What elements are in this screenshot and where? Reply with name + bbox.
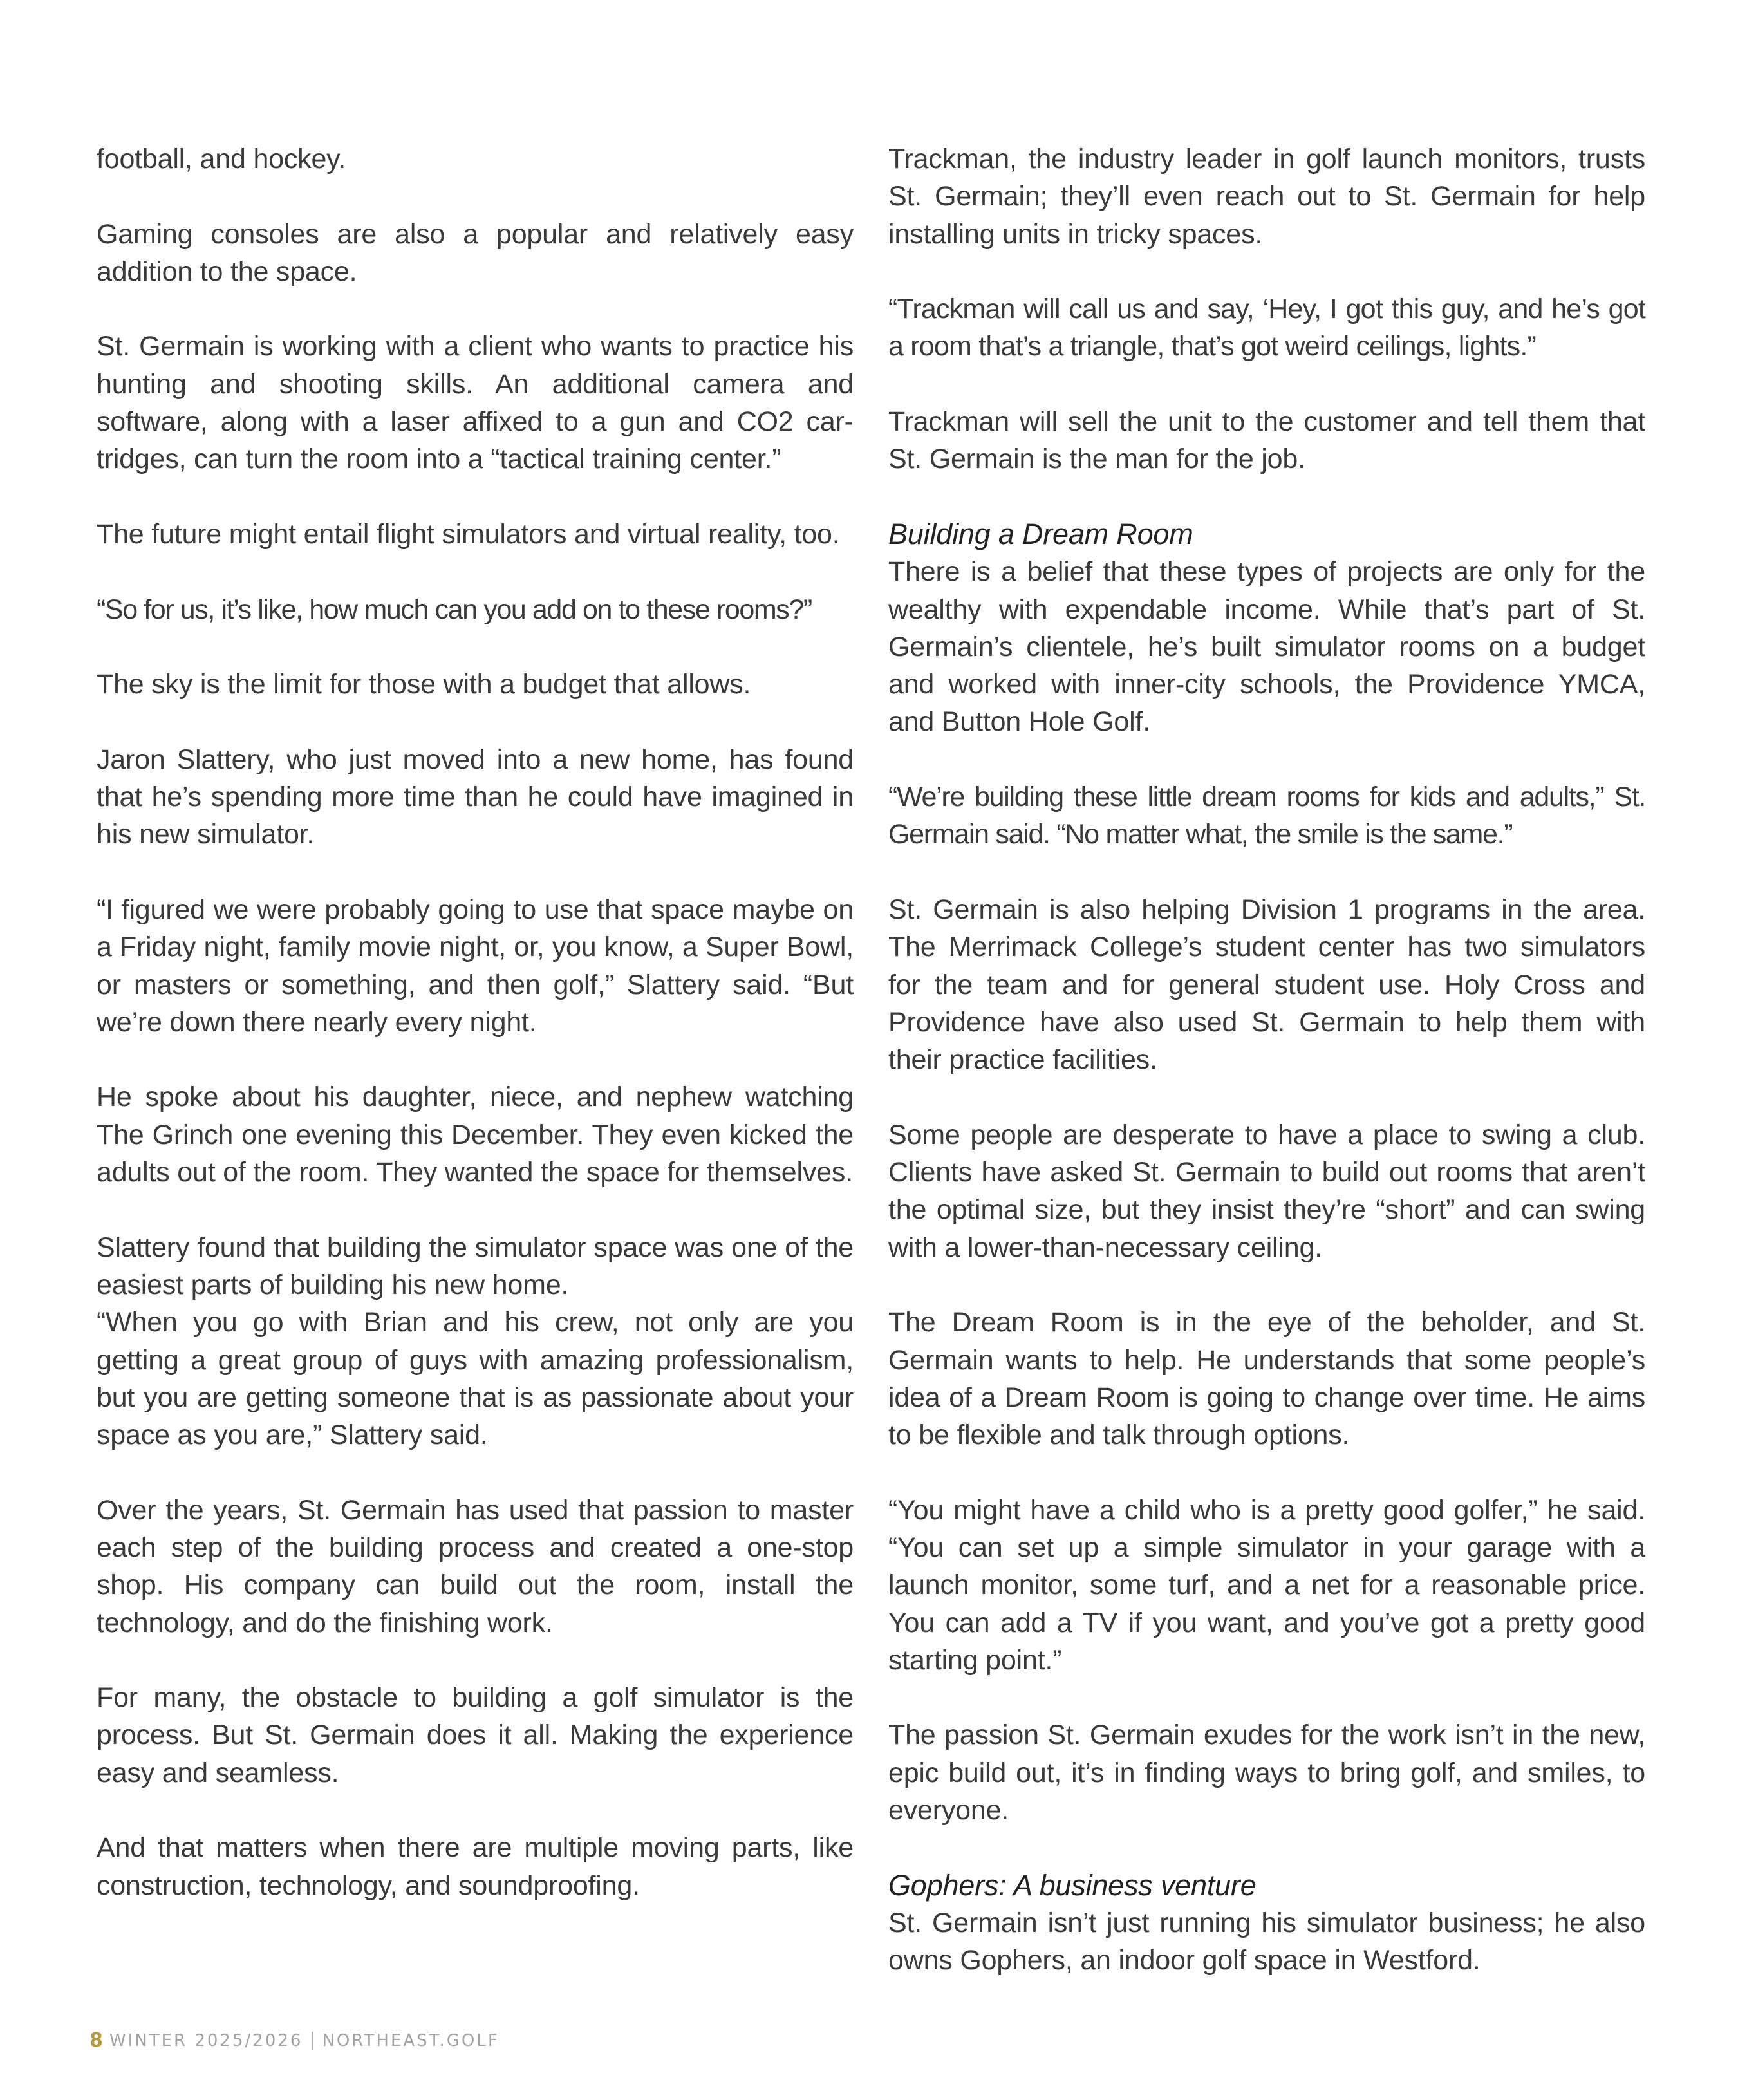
paragraph: Trackman will sell the unit to the customer and tell them that St. Germain is the man for the job. — [888, 406, 1645, 475]
paragraph: Trackman, the industry leader in golf launch monitors, trusts St. Germain; they’ll even reach out to St. Germain for help installing units in tricky spaces. — [888, 144, 1645, 250]
right-column — [888, 140, 1645, 1980]
paragraph: And that matters when there are multiple moving parts, like construction, technology, and soundproofing. — [97, 1832, 854, 1901]
section-heading-gophers: Gophers: A business venture — [888, 1868, 1257, 1902]
paragraph: The sky is the limit for those with a budget that allows. — [97, 669, 751, 700]
paragraph: St. Germain is working with a client who wants to practice his hunting and shooting skills. An additional camera and software, along with a laser affixed to a gun and CO2 cartridges, can turn the room into a “tactical training center.” — [97, 331, 854, 475]
left-column — [97, 140, 854, 1904]
paragraph: Jaron Slattery, who just moved into a new home, has found that he’s spending more time than he could have imagined in his new simulator. — [97, 744, 854, 850]
paragraph: The future might entail flight simulators and virtual reality, too. — [97, 518, 840, 550]
quote-paragraph: “Trackman will call us and say, ‘Hey, I got this guy, and he’s got a room that’s a triangle, that’s got weird ceilings, lights.” — [888, 294, 1645, 362]
paragraph: There is a belief that these types of projects are only for the wealthy with expendable income. While that’s part of St. Germain’s clientele, he’s built simulator rooms on a budget and worked with inner-city schools, the Providence YMCA, and Button Hole Golf. — [888, 556, 1645, 738]
issue-label: WINTER 2025/2026 — [109, 2030, 303, 2050]
paragraph: The Dream Room is in the eye of the beholder, and St. Germain wants to help. He understands that some people’s idea of a Dream Room is going to change over time. He aims to be flexible and talk through options. — [888, 1307, 1645, 1451]
footer-divider — [312, 2032, 313, 2050]
page-footer — [89, 2029, 500, 2052]
site-label: NORTHEAST.GOLF — [322, 2030, 500, 2050]
paragraph: He spoke about his daughter, niece, and nephew watching The Grinch one evening this December. They even kicked the adults out of the room. They wanted the space for themselves. — [97, 1082, 854, 1188]
paragraph: The passion St. Germain exudes for the work isn’t in the new, epic build out, it’s in finding ways to bring golf, and smiles, to everyone. — [888, 1720, 1645, 1826]
quote-paragraph: “So for us, it’s like, how much can you add on to these rooms?” — [97, 594, 812, 625]
page-number: 8 — [89, 2029, 103, 2052]
quote-paragraph: “We’re building these little dream rooms for kids and adults,” St. Germain said. “No matter what, the smile is the same.” — [888, 782, 1645, 850]
quote-paragraph: “You might have a child who is a pretty good golfer,” he said. “You can set up a simple simulator in your garage with a launch monitor, some turf, and a net for a reasonable price. You can add a TV if you want, and you’ve got a pretty good starting point.” — [888, 1494, 1645, 1676]
quote-paragraph: “I figured we were probably going to use that space maybe on a Friday night, family movie night, or, you know, a Super Bowl, or masters or something, and then golf,” Slattery said. “But we’re down there nearly every night. — [97, 894, 854, 1038]
paragraph: St. Germain is also helping Division 1 programs in the area. The Merrimack College’s student center has two simulators for the team and for general student use. Holy Cross and Providence have also used St. Germain to help them with their practice facilities. — [888, 894, 1645, 1076]
paragraph: St. Germain isn’t just running his simulator business; he also owns Gophers, an indoor golf space in Westford. — [888, 1907, 1645, 1976]
paragraph: Slattery found that building the simulator space was one of the easiest parts of building his new home. — [97, 1232, 854, 1300]
paragraph: For many, the obstacle to building a golf simulator is the process. But St. Germain does it all. Making the experience easy and seamless. — [97, 1682, 854, 1788]
quote-paragraph: “When you go with Brian and his crew, not only are you getting a great group of guys with amazing professionalism, but you are getting someone that is as passionate about your space as you are,” Slattery said. — [97, 1307, 854, 1451]
paragraph: Some people are desperate to have a place to swing a club. Clients have asked St. Germain to build out rooms that aren’t the optimal size, but they insist they’re “short” and can swing with a lower-than-necessary ceiling. — [888, 1119, 1645, 1263]
paragraph: football, and hockey. — [97, 144, 346, 174]
section-heading-dream-room: Building a Dream Room — [888, 517, 1193, 550]
paragraph: Gaming consoles are also a popular and relatively easy addition to the space. — [97, 218, 854, 287]
paragraph: Over the years, St. Germain has used that passion to master each step of the building process and created a one-stop shop. His company can build out the room, install the technology, and do the finishing work. — [97, 1494, 854, 1638]
